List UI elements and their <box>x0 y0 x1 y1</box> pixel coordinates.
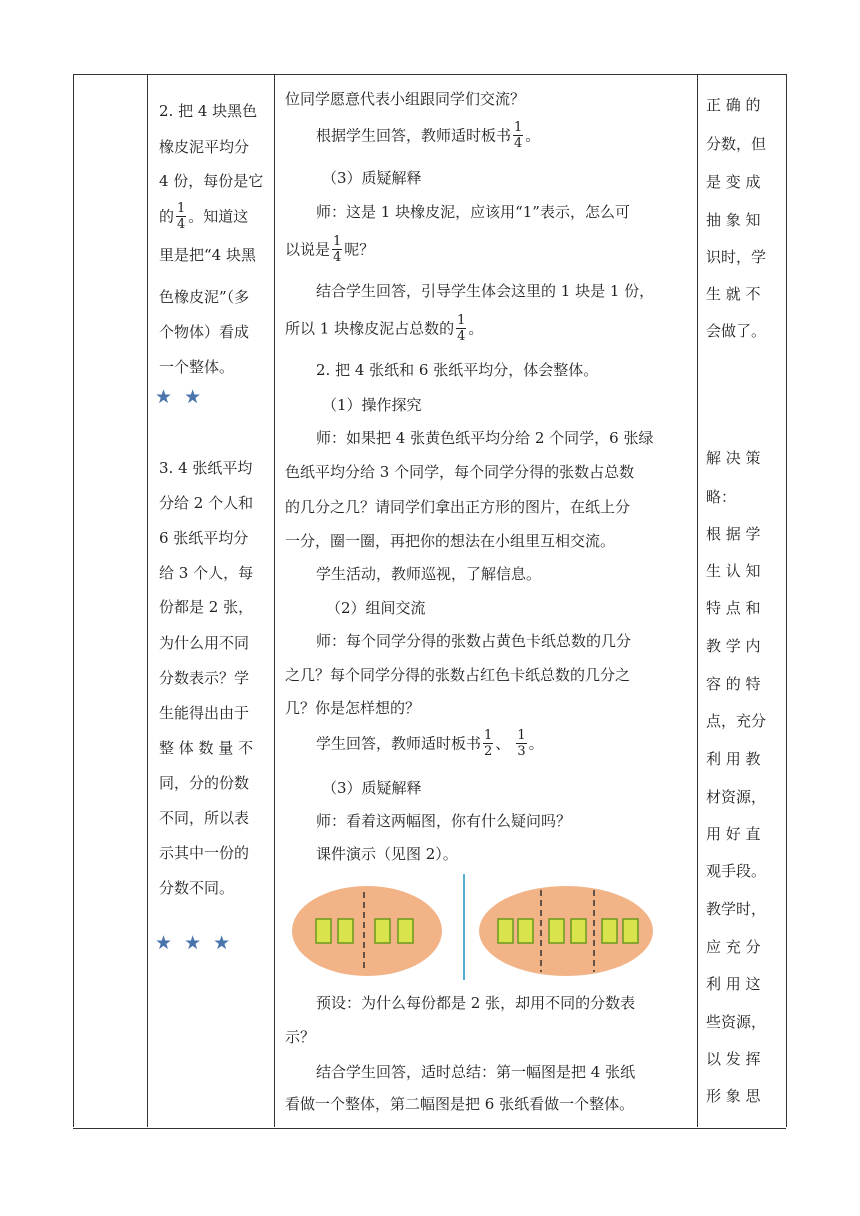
objective-line: 橡皮泥平均分 <box>159 138 250 156</box>
note-line: 分数，但 <box>706 135 767 153</box>
note-line: 正 确 的 <box>706 96 761 114</box>
note-line: 识时，学 <box>706 248 767 266</box>
note-line: 以 发 挥 <box>706 1050 761 1068</box>
process-line: 几？你是怎样想的？ <box>285 699 421 717</box>
process-line: 位同学愿意代表小组跟同学们交流？ <box>285 90 526 108</box>
process-line: 课件演示（见图 2）。 <box>316 845 458 863</box>
objective-line: 分数不同。 <box>159 879 235 897</box>
process-line: 的几分之几？请同学们拿出正方形的图片，在纸上分 <box>285 498 631 516</box>
fraction-one-half: $\frac{1}{2}$ <box>484 728 493 759</box>
card <box>375 919 390 943</box>
difficulty-stars: ★ ★ <box>155 386 205 408</box>
fraction-one-quarter: $\frac{1}{4}$ <box>457 313 466 344</box>
note-line: 容 的 特 <box>706 675 761 693</box>
objective-line: 生能得出由于 <box>159 704 250 722</box>
process-line: 一分，圈一圈，再把你的想法在小组里互相交流。 <box>285 532 616 550</box>
card <box>571 919 586 943</box>
note-line: 教学时， <box>706 900 767 918</box>
note-line: 点，充分 <box>706 712 767 730</box>
objective-line: 分数表示？学 <box>159 669 250 687</box>
process-line: 结合学生回答，适时总结：第一幅图是把 4 张纸 <box>316 1063 636 1081</box>
note-line: 利 用 这 <box>706 975 761 993</box>
note-line: 特 点 和 <box>706 599 761 617</box>
note-line: 解 决 策 <box>706 449 761 467</box>
card <box>518 919 533 943</box>
card <box>498 919 513 943</box>
note-line: 些资源， <box>706 1013 767 1031</box>
fraction-one-third: $\frac{1}{3}$ <box>517 728 526 759</box>
process-line: 所以 1 块橡皮泥占总数的 $\frac{1}{4}$ 。 <box>285 313 484 344</box>
card <box>623 919 638 943</box>
process-line: 之几？每个同学分得的张数占红色卡纸总数的几分之 <box>285 666 631 684</box>
objective-line: 的 $\frac{1}{4}$ 。知道这 <box>159 201 249 232</box>
objective-line: 整 体 数 量 不 <box>159 739 254 757</box>
card <box>549 919 564 943</box>
objective-line: 不同，所以表 <box>159 809 250 827</box>
table-border-right <box>786 74 787 1127</box>
fraction-one-quarter: $\frac{1}{4}$ <box>514 120 523 151</box>
fraction-one-quarter: $\frac{1}{4}$ <box>177 201 186 232</box>
table-divider-3 <box>697 74 698 1127</box>
fraction-one-quarter: $\frac{1}{4}$ <box>333 234 342 265</box>
note-line: 生 就 不 <box>706 285 761 303</box>
figure-2-illustration <box>284 868 690 984</box>
objective-line: 色橡皮泥”（多 <box>159 288 250 306</box>
process-heading: （1）操作探究 <box>322 396 422 414</box>
process-line: 学生活动，教师巡视，了解信息。 <box>316 565 542 583</box>
note-line: 教 学 内 <box>706 637 761 655</box>
process-line: 2. 把 4 张纸和 6 张纸平均分，体会整体。 <box>316 361 599 379</box>
note-line: 材资源， <box>706 788 767 806</box>
card <box>316 919 331 943</box>
process-line: 师：每个同学分得的张数占黄色卡纸总数的几分 <box>316 632 632 650</box>
note-line: 利 用 教 <box>706 750 761 768</box>
objective-line: 里是把“4 块黑 <box>159 246 256 264</box>
process-line: 预设：为什么每份都是 2 张，却用不同的分数表 <box>316 994 636 1012</box>
note-line: 应 充 分 <box>706 938 761 956</box>
objective-line: 为什么用不同 <box>159 634 250 652</box>
note-line: 观手段。 <box>706 862 767 880</box>
objective-line: 2. 把 4 块黑色 <box>159 102 258 120</box>
objective-line: 4 份，每份是它 <box>159 172 264 190</box>
card <box>338 919 353 943</box>
objective-line: 分给 2 个人和 <box>159 494 254 512</box>
process-heading: （2）组间交流 <box>326 599 426 617</box>
objective-line: 同，分的份数 <box>159 774 250 792</box>
process-line: 师：看着这两幅图，你有什么疑问吗？ <box>316 812 572 830</box>
process-heading: （3）质疑解释 <box>322 779 422 797</box>
objective-line: 份都是 2 张， <box>159 598 254 616</box>
note-line: 略： <box>706 488 737 506</box>
note-line: 是 变 成 <box>706 173 761 191</box>
process-line: 色纸平均分给 3 个同学，每个同学分得的张数占总数 <box>285 463 635 481</box>
process-line: 结合学生回答，引导学生体会这里的 1 块是 1 份， <box>316 282 655 300</box>
objective-line: 给 3 个人，每 <box>159 564 254 582</box>
difficulty-stars: ★ ★ ★ <box>155 932 234 954</box>
group-ellipse-4-cards <box>292 886 442 976</box>
objective-line: 个物体）看成 <box>159 323 250 341</box>
note-line: 形 象 思 <box>706 1087 761 1105</box>
note-line: 生 认 知 <box>706 562 761 580</box>
objective-line: 示其中一份的 <box>159 844 250 862</box>
card <box>398 919 413 943</box>
note-line: 会做了。 <box>706 322 767 340</box>
table-divider-1 <box>147 74 148 1127</box>
note-line: 根 据 学 <box>706 525 761 543</box>
objective-line: 3. 4 张纸平均 <box>159 459 253 477</box>
process-line: 师：如果把 4 张黄色纸平均分给 2 个同学，6 张绿 <box>316 429 654 447</box>
objective-line: 一个整体。 <box>159 358 235 376</box>
table-divider-2 <box>274 74 275 1127</box>
process-line: 根据学生回答，教师适时板书 $\frac{1}{4}$ 。 <box>316 120 541 151</box>
note-line: 用 好 直 <box>706 825 761 843</box>
process-line: 以说是 $\frac{1}{4}$ 呢？ <box>285 234 375 265</box>
table-border-left <box>73 74 74 1127</box>
card <box>602 919 617 943</box>
process-line: 师：这是 1 块橡皮泥，应该用“1”表示，怎么可 <box>316 203 630 221</box>
note-line: 抽 象 知 <box>706 211 761 229</box>
process-line: 看做一个整体，第二幅图是把 6 张纸看做一个整体。 <box>285 1095 635 1113</box>
objective-line: 6 张纸平均分 <box>159 529 249 547</box>
process-line: 学生回答，教师适时板书 $\frac{1}{2}$ 、 $\frac{1}{3}$ 。 <box>316 728 544 759</box>
process-line: 示？ <box>285 1028 316 1046</box>
process-heading: （3）质疑解释 <box>322 169 422 187</box>
